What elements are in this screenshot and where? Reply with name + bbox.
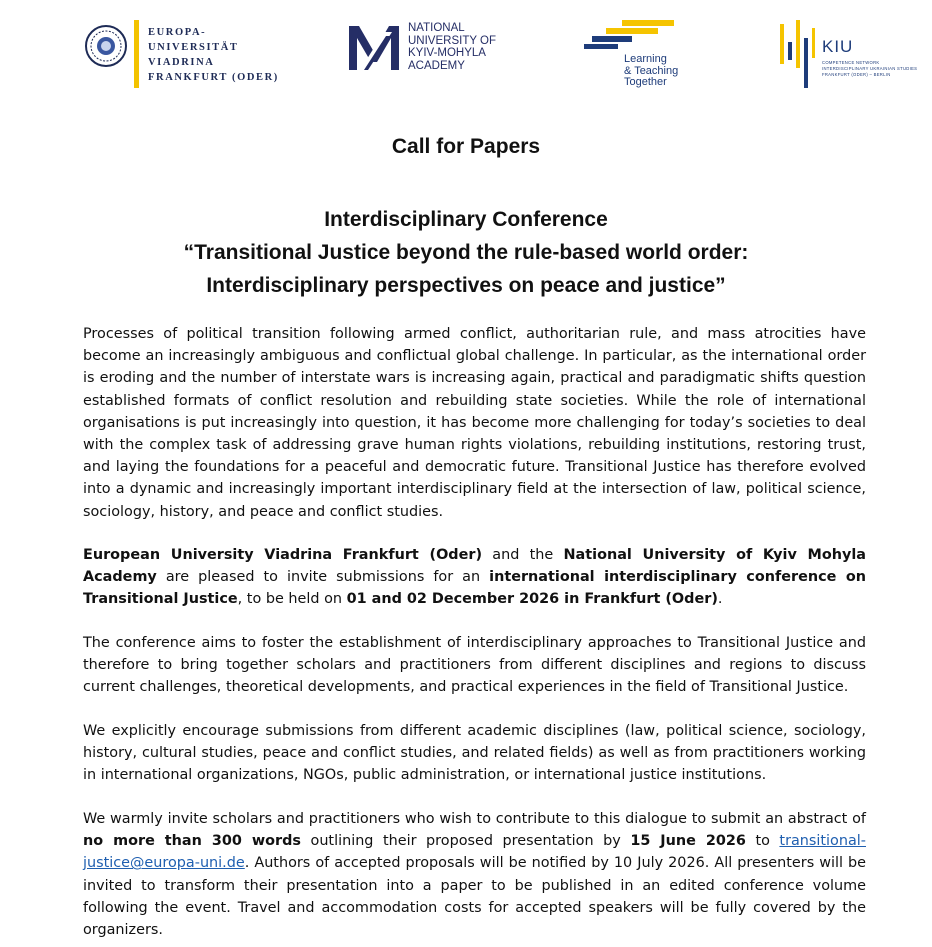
host-org-naukma: National University of Kyiv Mohyla Academy — [83, 547, 866, 586]
disciplines-paragraph: We explicitly encourage submissions from different academic disciplines (law, political science, sociology, history, cultural studies, peace and conflict studies, and related fields) as well as from practitioners working in international organizations, NGOs, public administration, or international justice institutions. — [83, 723, 866, 784]
learning-teaching-logo — [584, 18, 684, 90]
event-date-place: 01 and 02 December 2026 in Frankfurt (Oder) — [346, 591, 718, 608]
email-link[interactable]: transitional-justice@europa-uni.de — [83, 833, 866, 872]
viadrina-line: EUROPA-UNIVERSITÄT — [148, 27, 239, 53]
conference-title-line: Interdisciplinary perspectives on peace and justice” — [206, 274, 726, 297]
ltt-line: Together — [624, 76, 667, 88]
viadrina-line: FRANKFURT (ODER) — [148, 72, 279, 83]
conference-title — [0, 203, 932, 302]
viadrina-logo — [84, 20, 284, 92]
aims-paragraph: The conference aims to foster the establishment of interdisciplinary approaches to Transitional Justice and therefore to bring together scholars and practitioners from different disciplines and regions to discuss current challenges, theoretical developments, and practical experiences in the field of Transitional Justice. — [83, 635, 866, 696]
ltt-line: & Teaching — [624, 64, 679, 77]
naukma-line: ACADEMY — [408, 59, 465, 72]
event-name: international interdisciplinary conference on Transitional Justice — [83, 569, 866, 608]
text-span: . — [717, 591, 723, 608]
naukma-logo — [346, 22, 516, 78]
kiu-stripes-icon — [778, 18, 820, 90]
text-span: outlining their proposed presentation by — [300, 833, 631, 850]
logo-bar — [0, 0, 932, 110]
viadrina-seal-icon — [84, 24, 128, 68]
text-span: and the — [482, 547, 564, 563]
text-span: , to be held on — [237, 591, 347, 608]
word-limit: no more than 300 words — [83, 833, 301, 850]
text-span: We warmly invite scholars and practitioners who wish to contribute to this dialogue to submit an abstract of — [83, 811, 866, 827]
kiu-name: KIU — [822, 37, 854, 56]
naukma-line: NATIONAL — [408, 22, 465, 34]
kiu-line: FRANKFURT (ODER) – BERLIN — [822, 72, 891, 77]
naukma-line: UNIVERSITY OF — [408, 34, 496, 47]
submission-paragraph — [83, 808, 866, 941]
kiu-subtitle — [822, 60, 917, 78]
intro-paragraph: Processes of political transition following armed conflict, authoritarian rule, and mass atrocities have become an increasingly ambiguous and conflictual global challenge. In particular, as the international order is eroding and the number of interstate wars is increasing again, practical and paradigmatic shifts question established formats of conflict resolution and rebuilding state societies. While the role of international organisations is put increasingly into question, it has become more challenging for today’s societies to deal with the complex task of addressing grave human rights violations, rebuilding institutions, restoring trust, and laying the foundations for a peaceful and democratic future. Transitional Justice has therefore evolved into a dynamic and increasingly important interdisciplinary field at the intersection of law, political science, sociology, history, and peace and conflict studies. — [83, 326, 866, 520]
kiu-line: INTERDISCIPLINARY UKRAINIAN STUDIES — [822, 66, 918, 71]
submission-deadline: 15 June 2026 — [630, 833, 746, 850]
viadrina-line: VIADRINA — [148, 57, 215, 68]
viadrina-bar — [134, 20, 139, 88]
viadrina-wordmark — [148, 25, 284, 85]
host-paragraph — [83, 544, 866, 611]
host-org-viadrina: European University Viadrina Frankfurt (Oder) — [83, 547, 483, 563]
naukma-line: KYIV-MOHYLA — [408, 47, 486, 59]
conference-title-line: Interdisciplinary Conference — [324, 208, 608, 231]
learning-teaching-bars-icon — [584, 18, 684, 54]
learning-teaching-wordmark — [624, 54, 678, 89]
text-span: are pleased to invite submissions for an — [156, 569, 490, 586]
text-span: to — [745, 833, 780, 850]
text-span: . Authors of accepted proposals will be notified by 10 July 2026. All presenters will be invited to transform their presentation into a paper to be published in an edited conference volume following the event. Travel and accommodation costs for accepted speakers will be fully covered by the organizers. — [83, 855, 866, 939]
conference-title-line: “Transitional Justice beyond the rule-based world order: — [183, 241, 749, 264]
kiu-line: COMPETENCE NETWORK — [822, 60, 880, 65]
kiu-logo — [778, 18, 928, 96]
ltt-line: Learning — [624, 53, 667, 65]
naukma-wordmark — [408, 22, 496, 72]
call-for-papers-title: Call for Papers — [391, 135, 541, 158]
naukma-monogram-icon — [346, 22, 402, 74]
